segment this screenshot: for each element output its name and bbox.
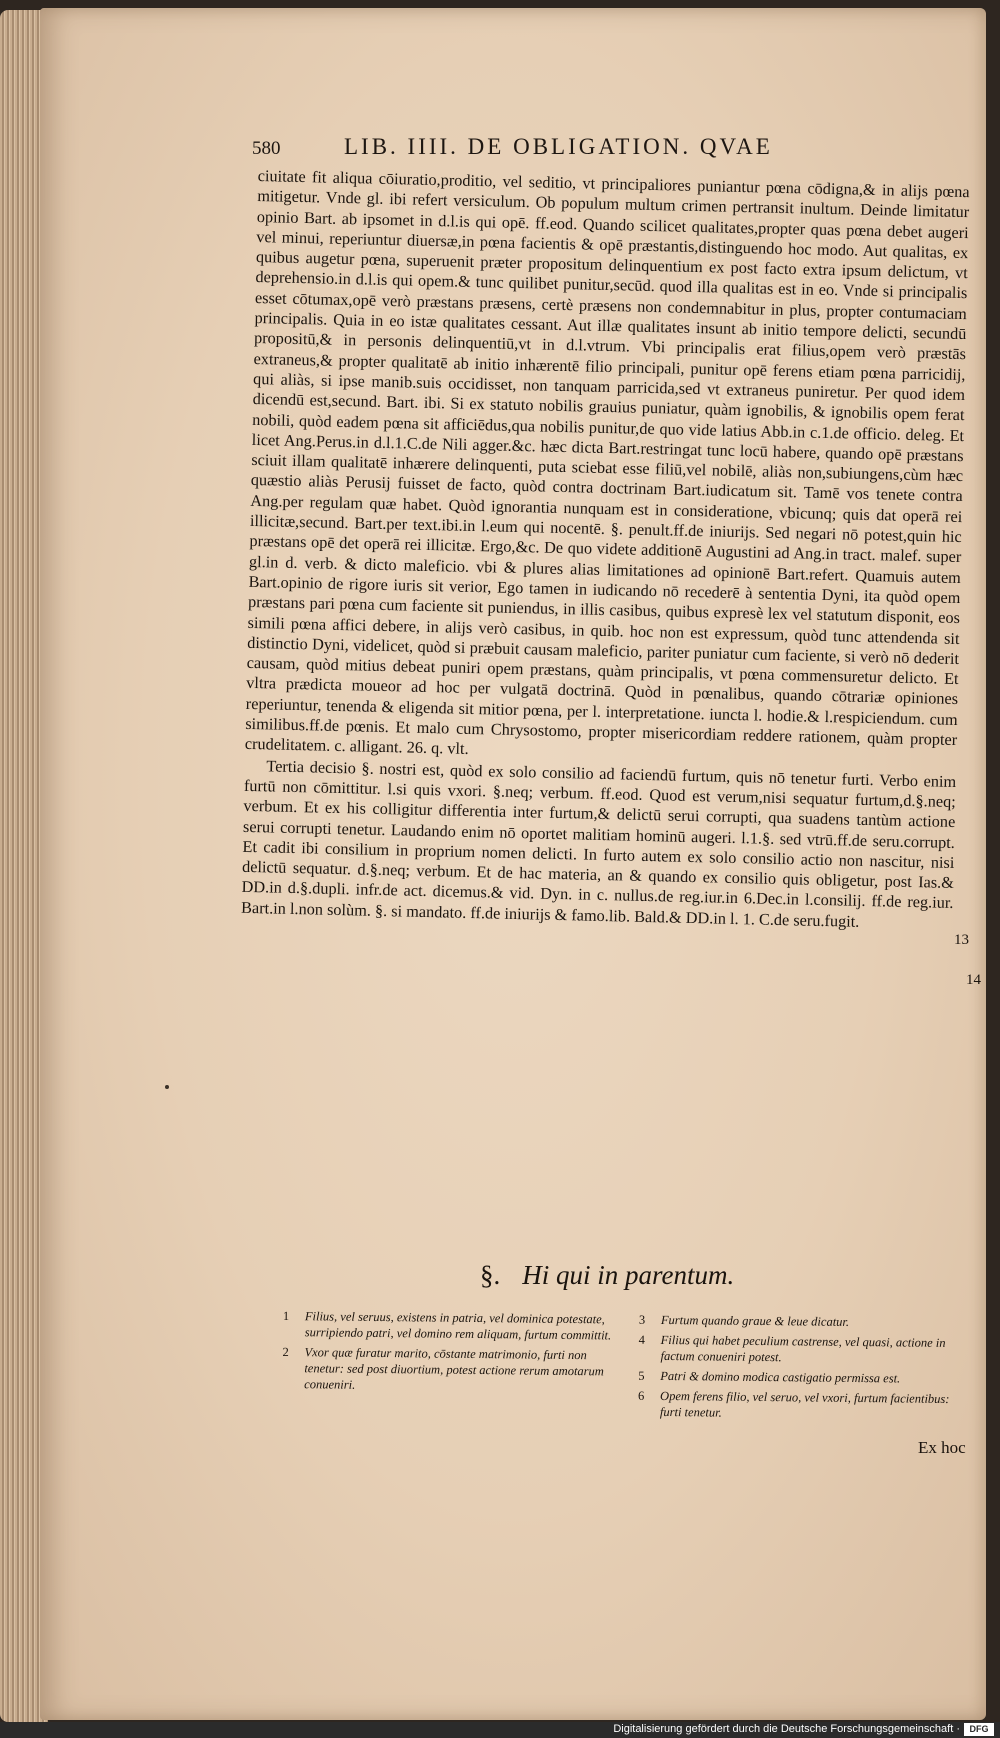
summary-number: 3 <box>638 1312 646 1327</box>
page-number: 580 <box>252 138 281 159</box>
paragraph-2: Tertia decisio §. nostri est, quòd ex solo consilio ad faciendū furtum, quis nō tenetur furti. Verbo enim furtū non cōmittitur. l.si quis vxori. §.neq; verbum. ff.eod. Quod est verum,nisi sequatur furtum,d.§.neq; verbum. Et ex his colligitur differentia inter furtum,& delictū serui corrupti, qua suadens tantùm actione serui corrupti tenetur. Laudando enim nō oportet malitiam hominū augeri. l.1.§. sed vtrū.ff.de seru.corrupt. Et cadit ibi consilium in proprium nomen delicti. In furto autem ex solo consilio actio non nascitur, nisi delictū sequatur. d.§.neq; verbum. Et de hac materia, an & quando ex consilio quis obligetur, post Ias.& DD.in d.§.dupli. infr.de act. dicemus.& vid. Dyn. in c. nullus.de reg.iur.in 6.Dec.in l.consilij. ff.de reg.iur. Bart.in l.non solùm. §. si mandato. ff.de iniurijs & famo.lib. Bald.& DD.in l. 1. C.de seru.fugit. <box>240 755 957 931</box>
running-title: LIB. IIII. DE OBLIGATION. QVAE <box>344 134 773 159</box>
catchword: Ex hoc <box>918 1438 966 1457</box>
summary-number: 6 <box>638 1388 645 1403</box>
summary-item <box>638 1388 968 1423</box>
summary-item <box>639 1312 969 1331</box>
summary-text: Vxor quæ furatur marito, cōstante matrimonio, furti non tenetur: sed post diuortium, potest actione rerum amotarum conueniri. <box>304 1345 604 1392</box>
dfg-logo-icon: DFG <box>964 1723 994 1736</box>
summary-text: Filius, vel seruus, existens in patria, vel dominica potestate, surripiendo patri, vel domino rem aliquam, furtum committit. <box>304 1309 612 1343</box>
margin-note-14: 14 <box>966 972 981 988</box>
summary-item <box>638 1332 968 1367</box>
summary-item <box>282 1344 612 1395</box>
summary-text: Patri & domino modica castigatio permissa est. <box>660 1368 901 1386</box>
summary-text: Opem ferens filio, vel seruo, vel vxori, furtum facientibus: furti tenetur. <box>659 1388 950 1420</box>
footer-bar <box>0 1722 1000 1738</box>
running-header <box>252 134 892 166</box>
summary-number: 1 <box>282 1309 290 1324</box>
paragraph-1: ciuitate fit aliqua cōiuratio,proditio, vel seditio, vt principaliores puniantur pœna cōdigna,& in alijs pœna mitigetur. Vnde gl. ibi refert versiculum. Ob populum multum crimen pertransit inultum. Deinde limitatur opinio Bart. ab ipsomet in d.l.is qui opē. ff.eod. Quando scilicet qualitates,propter quas pœna debet augeri vel minui, reperiuntur diuersæ,in pœna facientis & opē præstantis,distinguendo hoc modo. Aut qualitas, ex quibus augetur pœna, superuenit præter propositum delinquentium ex post facto extra ipsum delictum, vt deprehensio.in d.l.is qui opem.& tunc quilibet punitur,secūd. quod illa qualitas est in eo. Vnde si principalis esset cōtumax,opē verò præstans præsens, certè præsens non condemnabitur in plus, propter contumaciam principalis. Quia in eo istæ qualitates cessant. Aut illæ qualitates insunt ab initio tempore delicti, secundū propositū,& in personis delinquentiū,vt in d.l.vtrum. Vbi principalis erat filius,opem verò præstās extraneus,& propter qualitatē ab initio inhærentē filio principali, punitur opē ferens etiam pœna parricidij, qui aliàs, si ipse manib.suis occidisset, non tanquam parricida,sed vt extraneus puniretur. Per quod idem dicendū est,secund. Bart. ibi. Si ex statuto nobilis grauius puniatur, quàm ignobilis, & ignobilis opem ferat nobili, quòd eadem pœna sit afficiēdus,qua nobilis punitur,de quo vide latius Abb.in c.1.de officio. deleg. Et licet Ang.Perus.in d.l.1.C.de Nili agger.&c. hæc dicta Bart.restringat tunc locū habere, quando opē præstans sciuit illam qualitatē inhærere delinquenti, puta sciebat esse filiū,vel nobilē, aliàs non,subiungens,cùm hæc quæstio aliàs Perusij fuisset de facto, quòd contra doctrinam Bart.iudicatum sit. Tamē vos tenete contra Ang.per regulam quæ habet. Quòd ignorantia nunquam est in consideratione, vbicunq; quis dat operā rei illicitæ,secund. Bart.per text.ibi.in l.eum qui nocentē. §. penult.ff.de iniurijs. Sed negari nō potest,quin hic præstans opē det operā rei illicitæ. Ergo,&c. De quo videte additionē Augustini ad Ang.in tract. malef. super gl.in d. verb. & dicto maleficio. vbi & plures alias limitationes ad opinionē Bart.refert. Quamuis autem Bart.opinio de rigore iuris sit verior, Ego tamen in iudicando nō recederē à sententia Dyni, ita quòd opem præstans pari pœna cum faciente sit puniendus, in illis casibus, quibus expresè lex vel statutum disponit, eos simili pœna affici debere, in alijs verò casibus, in quib. hoc non est expressum, quòd tunc attendenda sit distinctio Dyni, videlicet, quòd si præbuit causam maleficio, pariter puniatur cum faciente, si verò nō dederit causam, quòd mitius debeat puniri opem præstans, quàm principalis, vt pœna commensuretur delicto. Et vltra prædicta moueor ad hoc per vulgatā doctrinā. Quòd in pœnalibus, quando cōtrariæ opiniones reperiuntur, tenenda & eligenda sit mitior pœna, per l. interpretatione. iuncta l. hodie.& l.respiciendum. cum similibus.ff.de pœnis. Et malo cum Chrysostomo, propter misericordiam reddere rationem, quàm propter crudelitatem. c. alligant. 26. q. vlt. <box>244 166 970 759</box>
summary-number: 4 <box>638 1332 646 1347</box>
margin-note-13: 13 <box>954 932 969 948</box>
summary-text: Filius qui habet peculium castrense, vel quasi, actione in factum conueniri potest. <box>660 1332 946 1365</box>
paper-speck <box>165 1085 169 1089</box>
summary-item <box>283 1308 613 1343</box>
summary-item <box>638 1368 968 1387</box>
section-heading <box>480 1260 734 1291</box>
summary-column-right <box>638 1312 969 1427</box>
footer-credit: Digitalisierung gefördert durch die Deutsche Forschungsgemeinschaft · <box>613 1723 960 1735</box>
summary-list <box>282 1308 973 1455</box>
section-symbol: §. <box>480 1260 501 1290</box>
section-title: Hi qui in parentum. <box>522 1260 735 1290</box>
summary-number: 5 <box>638 1368 645 1383</box>
summary-text: Furtum quando graue & leue dicatur. <box>660 1312 850 1329</box>
summary-number: 2 <box>282 1344 289 1360</box>
summary-column-left <box>282 1308 613 1399</box>
main-text <box>241 166 970 934</box>
